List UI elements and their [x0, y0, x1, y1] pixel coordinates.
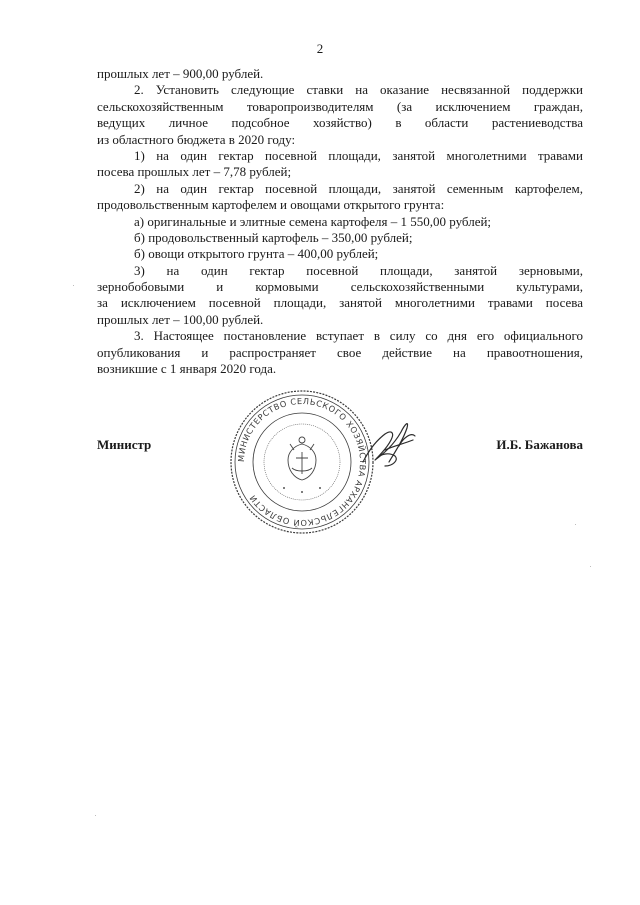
text-line: прошлых лет – 900,00 рублей.: [97, 66, 264, 81]
text-line: ведущих личное подсобное хозяйство) в области растениеводства: [97, 115, 583, 131]
scan-speck: [590, 566, 591, 567]
scan-speck: [73, 285, 74, 286]
scan-speck: [95, 815, 96, 816]
text-line: опубликования и распространяет свое действие на правоотношения,: [97, 344, 583, 360]
text-line: а) оригинальные и элитные семена картофеля – 1 550,00 рублей;: [134, 213, 492, 229]
page-number: 2: [316, 41, 324, 56]
signatory-name: И.Б. Бажанова: [496, 437, 583, 452]
seal-text: МИНИСТЕРСТВО СЕЛЬСКОГО ХОЗЯЙСТВА АРХАНГЕЛЬСКОЙ ОБЛАСТИ: [235, 395, 369, 529]
text-line: 2. Установить следующие ставки на оказание несвязанной поддержки: [134, 82, 583, 98]
text-line: из областного бюджета в 2020 году:: [97, 131, 296, 147]
text-line: 3) на один гектар посевной площади, занятой зерновыми,: [134, 262, 583, 278]
text-line: 2) на один гектар посевной площади, занятой семенным картофелем,: [134, 180, 583, 196]
text-line: зернобобовыми и кормовыми сельскохозяйственными культурами,: [97, 279, 583, 295]
text-line: сельскохозяйственным товаропроизводителям (за исключением граждан,: [97, 98, 583, 114]
text-line: возникшие с 1 января 2020 года.: [97, 361, 277, 377]
document-body: [97, 66, 583, 377]
scan-speck: [575, 524, 576, 525]
text-line: б) продовольственный картофель – 350,00 рублей;: [134, 229, 413, 245]
text-line: посева прошлых лет – 7,78 рублей;: [97, 164, 292, 180]
signature-block: [97, 437, 583, 457]
text-line: б) овощи открытого грунта – 400,00 рублей;: [134, 246, 379, 262]
text-line: за исключением посевной площади, занятой многолетними травами посева: [97, 295, 583, 311]
text-line: прошлых лет – 100,00 рублей.: [97, 311, 264, 327]
text-line: 3. Настоящее постановление вступает в силу со дня его официального: [134, 328, 583, 344]
signatory-title: Министр: [97, 437, 152, 452]
text-line: продовольственным картофелем и овощами открытого грунта:: [97, 197, 445, 213]
official-seal-icon: [228, 388, 376, 536]
text-line: 1) на один гектар посевной площади, занятой многолетними травами: [134, 147, 583, 163]
